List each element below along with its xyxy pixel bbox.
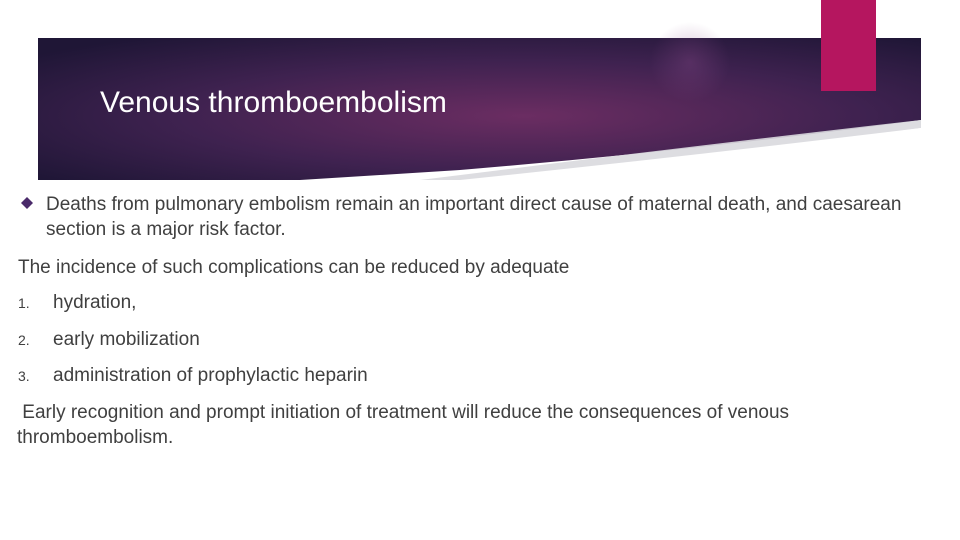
list-item [18, 327, 200, 353]
conclusion-text: Early recognition and prompt initiation of treatment will reduce the consequences of venous thromboembolism. [17, 402, 795, 448]
list-item [18, 363, 368, 389]
slide-title: Venous thromboembolism [100, 86, 447, 119]
list-number: 3. [18, 368, 30, 384]
intro-text: The incidence of such complications can be reduced by adequate [18, 257, 570, 278]
list-number: 2. [18, 332, 30, 348]
list-text: administration of prophylactic heparin [53, 365, 368, 386]
list-text: hydration, [53, 292, 137, 313]
list-text: early mobilization [53, 329, 200, 350]
bullet-text: Deaths from pulmonary embolism remain an important direct cause of maternal death, and caesarean section is a major risk factor. [46, 194, 902, 240]
diamond-bullet-icon [21, 197, 33, 209]
list-item [18, 290, 136, 316]
accent-tab [821, 0, 876, 91]
list-number: 1. [18, 295, 30, 311]
bullet-item [20, 192, 940, 242]
